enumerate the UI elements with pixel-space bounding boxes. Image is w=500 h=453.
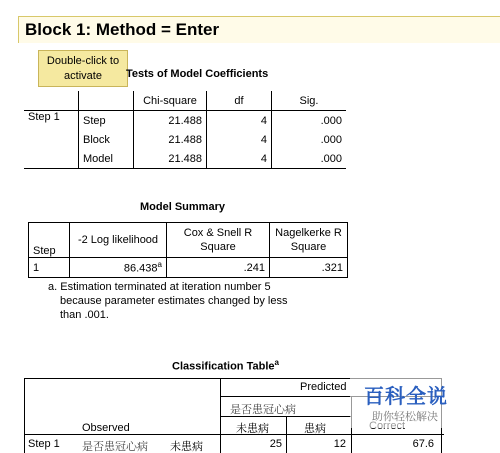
footnote-line: because parameter estimates changed by less	[60, 295, 288, 307]
col-sig: Sig.	[299, 94, 319, 107]
loglik-value: 86.438	[123, 262, 158, 275]
nagel-value: .321	[270, 258, 348, 278]
row-variable: 是否患冠心病	[82, 441, 148, 453]
block-title: Block 1: Method = Enter	[25, 20, 220, 39]
observed-label: Observed	[82, 422, 130, 434]
cell-value: 21.488	[134, 111, 207, 131]
classification-sup: a	[274, 358, 279, 367]
col-df: df	[207, 91, 272, 111]
table-row	[29, 258, 348, 278]
cell-value: 21.488	[134, 130, 207, 149]
summary-footnote	[48, 280, 287, 322]
loglik-cell	[70, 258, 167, 278]
site-watermark	[350, 378, 500, 428]
col-nagelkerke: Nagelkerke R Square	[270, 223, 348, 258]
summary-table[interactable]	[28, 222, 348, 278]
table-row	[24, 111, 346, 131]
cell-value: 4	[207, 130, 272, 149]
cell-value: 4	[207, 149, 272, 169]
cell-value: 21.488	[134, 149, 207, 169]
classification-title-text: Classification Table	[172, 360, 275, 373]
step-value: 1	[29, 258, 70, 278]
omnibus-title: Tests of Model Coefficients	[126, 68, 269, 80]
watermark-subtitle: 助你轻松解决	[372, 411, 438, 423]
row-label: Block	[79, 130, 134, 149]
predicted-header: Predicted	[300, 381, 347, 393]
cell-value: 67.6	[412, 438, 434, 450]
cell-value: 4	[207, 111, 272, 131]
row-label: Model	[79, 149, 134, 169]
classification-title	[172, 358, 279, 373]
tooltip-line-1: Double-click to	[46, 55, 120, 67]
cox-value: .241	[167, 258, 270, 278]
row-label: Step	[79, 111, 134, 131]
col-cox-snell: Cox & Snell R Square	[167, 223, 270, 258]
loglik-sup: a	[157, 260, 162, 270]
cell-value: .000	[320, 114, 342, 127]
cell-value: .000	[320, 133, 342, 146]
cell-value: 25	[269, 438, 282, 450]
summary-title: Model Summary	[140, 201, 225, 213]
cell-value: 12	[333, 438, 346, 450]
tooltip-line-2: activate	[64, 70, 102, 82]
col-loglik: -2 Log likelihood	[70, 223, 167, 258]
footnote-line: a. Estimation terminated at iteration number 5	[48, 281, 271, 293]
row-category: 未患病	[170, 441, 203, 453]
block-header	[18, 16, 500, 43]
cell-value: .000	[320, 152, 342, 165]
col-chi-square: Chi-square	[134, 91, 207, 111]
omnibus-table[interactable]	[24, 91, 346, 169]
col-disease: 患病	[304, 423, 326, 435]
step-label: Step 1	[24, 111, 79, 169]
variable-header: 是否患冠心病	[230, 404, 296, 416]
watermark-title: 百科全说	[364, 386, 448, 408]
activate-tooltip[interactable]	[38, 50, 128, 87]
footnote-line: than .001.	[60, 309, 109, 321]
col-step: Step	[29, 223, 70, 258]
step-label: Step 1	[28, 438, 60, 450]
col-no-disease: 未患病	[236, 423, 269, 435]
